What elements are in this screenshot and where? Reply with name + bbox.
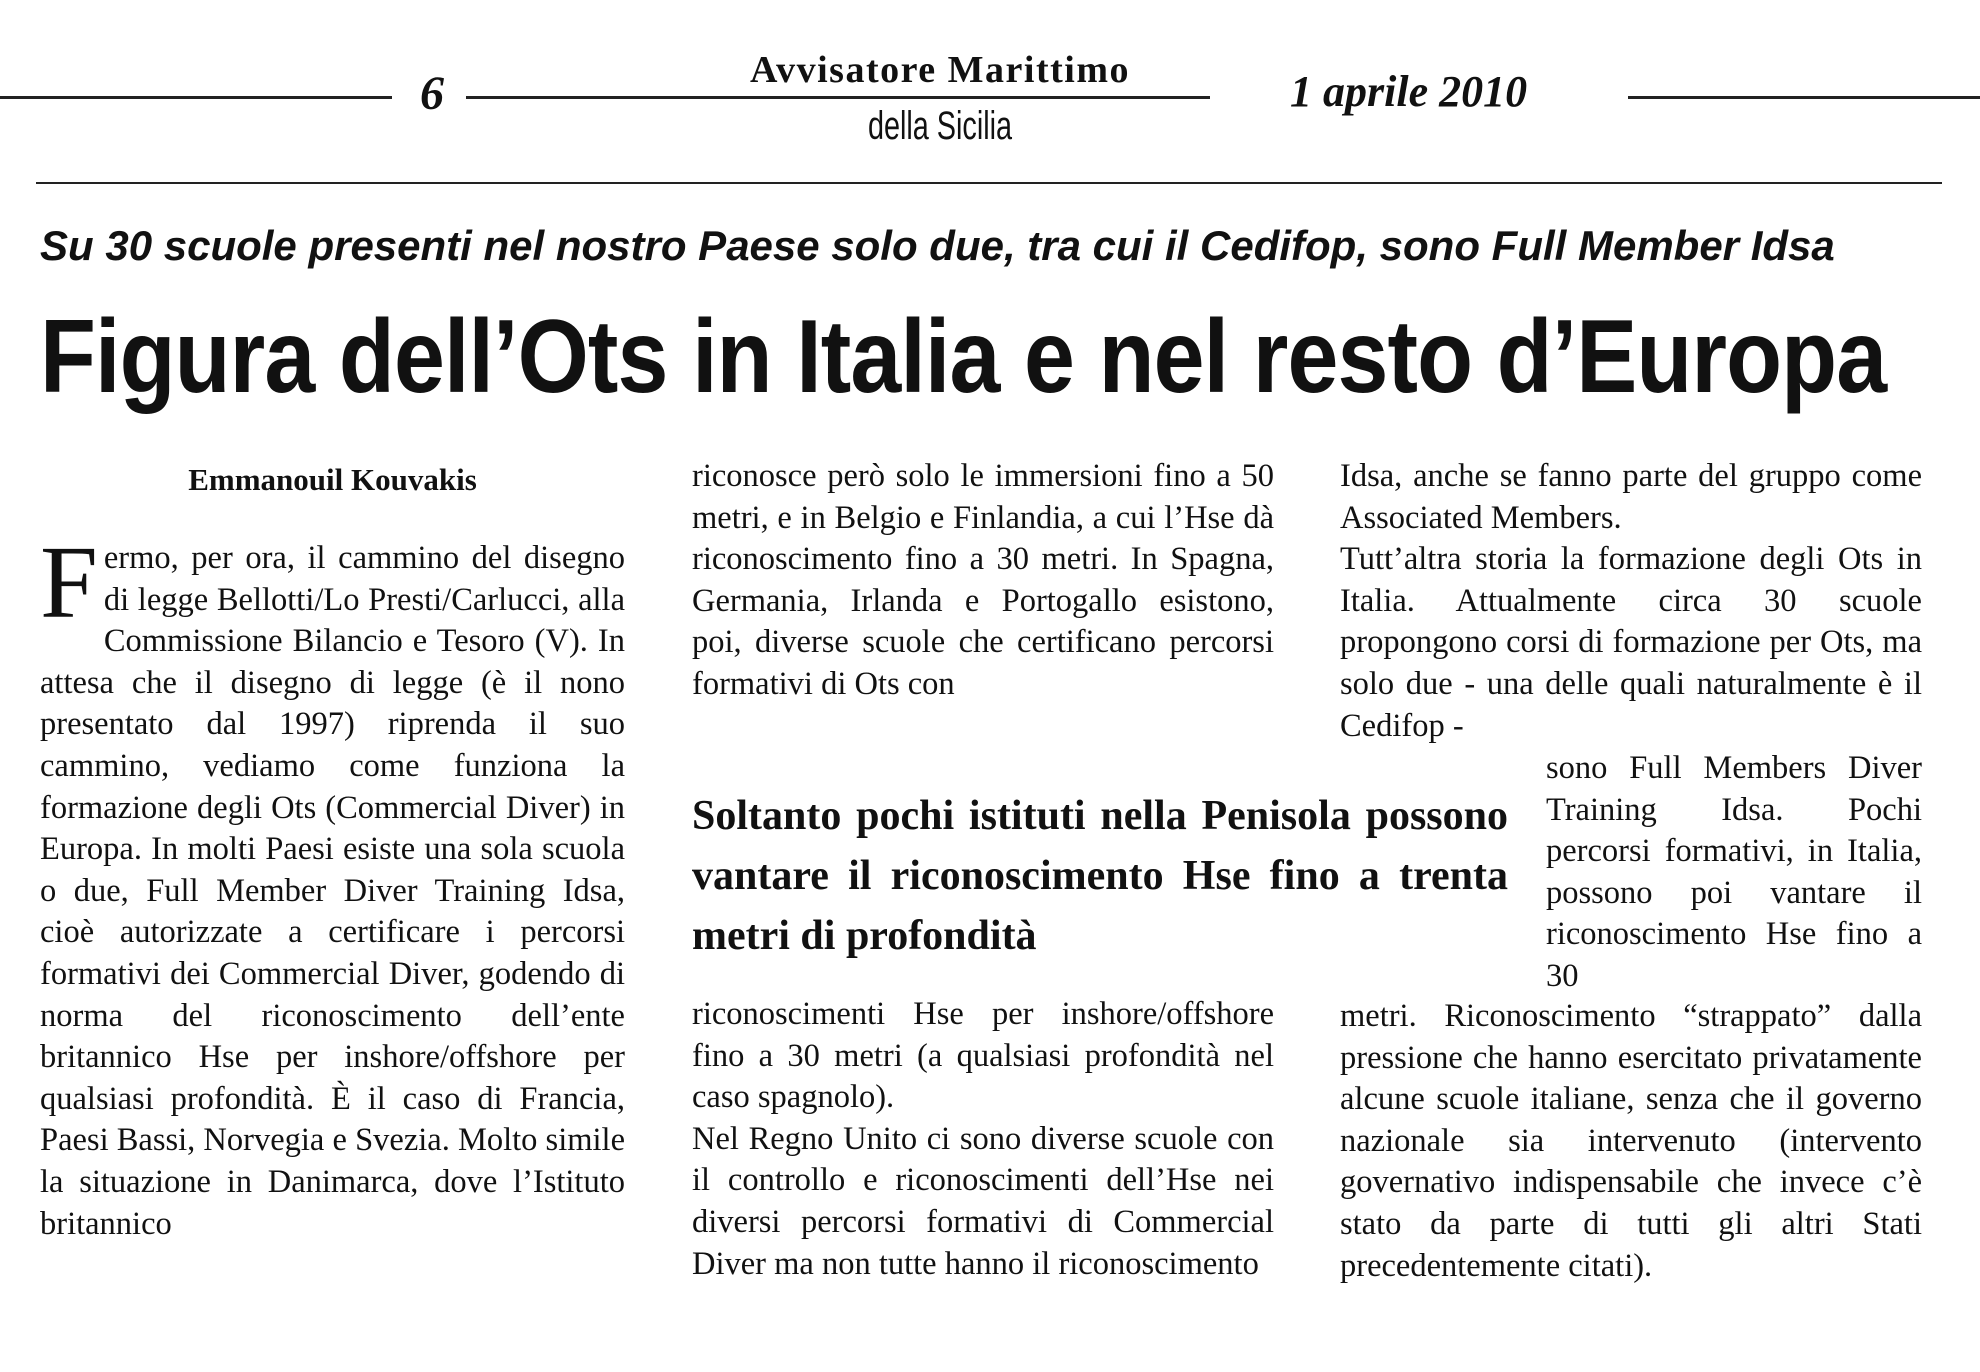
column-2-bottom-paragraph-2: Nel Regno Unito ci sono diverse scuole con il controllo e riconoscimenti dell’Hse nei diversi percorsi formativi di Commercial Diver ma non tutte hanno il riconoscimento [692,1120,1274,1282]
masthead-rule-right [1628,96,1980,99]
column-2-bottom [692,994,1274,1285]
column-1-paragraph [40,525,625,1245]
newspaper-subtitle: della Sicilia [867,104,1013,148]
page-number: 6 [420,67,444,120]
newspaper-name: Avvisatore Marittimo [750,49,1130,91]
masthead-rule-left-1 [0,96,392,99]
drop-cap: F [40,525,98,640]
column-3-narrow [1546,748,1922,998]
column-3-top-paragraph-1: Idsa, anche se fanno parte del gruppo come Associated Members. [1340,458,1922,536]
column-2-top-text: riconosce però solo le immersioni fino a 50 metri, e in Belgio e Finlandia, a cui l’Hse dà riconoscimento fino a 30 metri. In Spagna, Germania, Irlanda e Portogallo esistono, poi, diverse scuole che certificano percorsi formativi di Ots con [692,458,1274,702]
column-3-top-paragraph-2: Tutt’altra storia la formazione degli Ots in Italia. Attualmente circa 30 scuole propongono corsi di formazione per Ots, ma solo due - una delle quali naturalmente è il Cedifop - [1340,541,1922,744]
issue-date: 1 aprile 2010 [1290,67,1528,116]
masthead-bottom-rule [36,182,1942,184]
column-1 [40,525,625,1245]
masthead-rule-left-2 [466,96,692,99]
pull-quote: Soltanto pochi istituti nella Penisola possono vantare il riconoscimento Hse fino a trenta metri di profondità [692,793,1508,959]
column-2-bottom-paragraph-1: riconoscimenti Hse per inshore/offshore fino a 30 metri (a qualsiasi profondità nel caso spagnolo). [692,996,1274,1116]
article-headline: Figura dell’Ots in Italia e nel resto d’Europa [40,299,1887,415]
masthead-rule-under-name [690,96,1210,99]
article-byline: Emmanouil Kouvakis [188,462,477,497]
column-1-text: ermo, per ora, il cammino del disegno di legge Bellotti/Lo Presti/Carlucci, alla Commissione Bilancio e Tesoro (V). In attesa che il disegno di legge (è il nono presentato dal 1997) riprenda il suo cammino, vediamo come funziona la formazione degli Ots (Commercial Diver) in Europa. In molti Paesi esiste una sola scuola o due, Full Member Diver Training Idsa, cioè autorizzate a certificare i percorsi formativi dei Commercial Diver, godendo di norma del riconoscimento dell’ente britannico Hse per inshore/offshore per qualsiasi profondità. È il caso di Francia, Paesi Bassi, Norvegia e Svezia. Molto simile la situazione in Danimarca, dove l’Istituto britannico [40,540,625,1242]
article-kicker: Su 30 scuole presenti nel nostro Paese solo due, tra cui il Cedifop, sono Full Member Idsa [40,222,1835,269]
column-3-bottom [1340,996,1922,1287]
column-3-bottom-text: metri. Riconoscimento “strappato” dalla pressione che hanno esercitato privatamente alcune scuole italiane, senza che il governo nazionale sia intervenuto (intervento governativo indispensabile che invece c’è stato da parte di tutti gli altri Stati precedentemente citati). [1340,998,1922,1284]
column-2-top [692,456,1274,706]
column-3-narrow-text: sono Full Members Diver Training Idsa. Pochi percorsi formativi, in Italia, possono poi vantare il riconoscimento Hse fino a 30 [1546,750,1922,994]
column-3-top [1340,456,1922,747]
